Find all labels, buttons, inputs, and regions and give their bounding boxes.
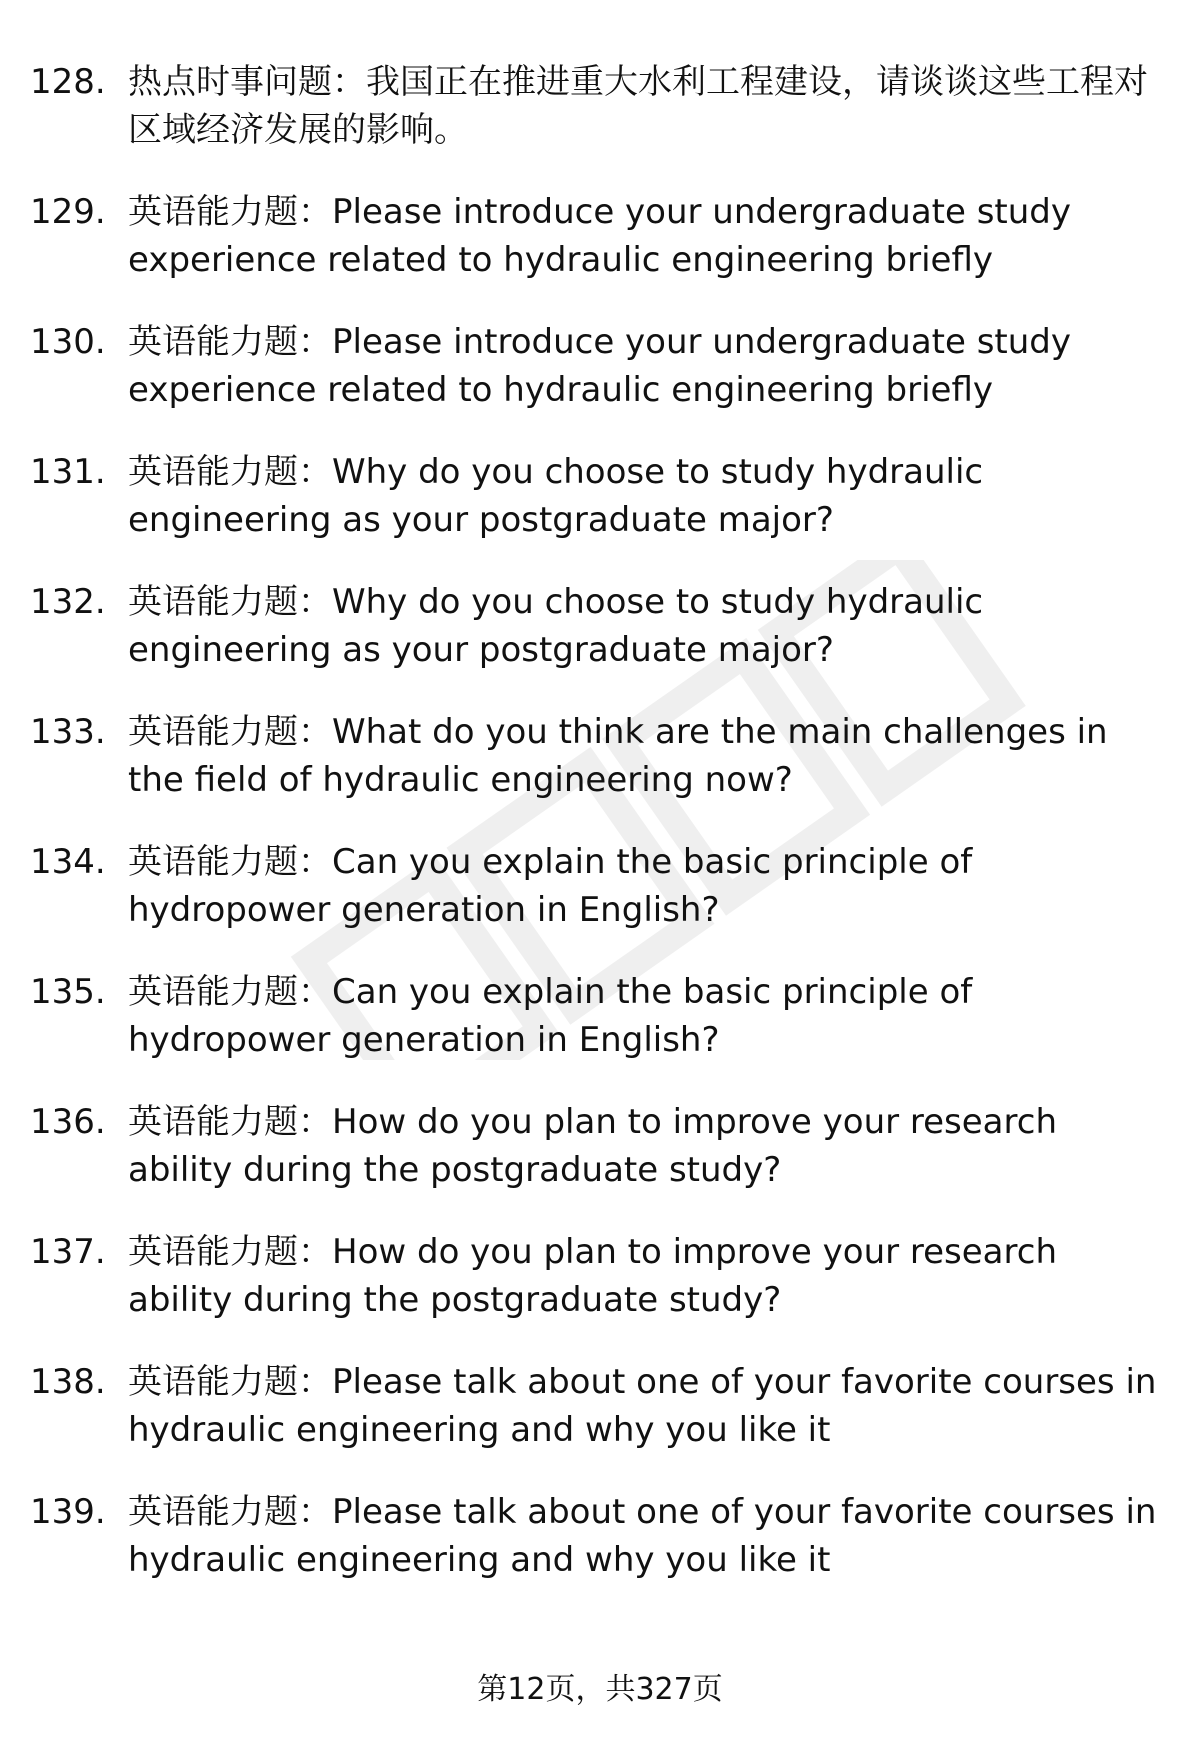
- question-item: [30, 968, 1170, 1064]
- question-item: [30, 1098, 1170, 1194]
- page-number-label: 第12页，共327页: [477, 1672, 723, 1707]
- question-text: 英语能力题：Can you explain the basic principle of hydropower generation in English?: [128, 972, 973, 1060]
- question-item: [30, 188, 1170, 284]
- question-number: 129.: [30, 192, 106, 232]
- question-number: 133.: [30, 712, 106, 752]
- page-footer: [0, 1670, 1200, 1710]
- question-item: [30, 58, 1170, 154]
- question-item: [30, 578, 1170, 674]
- question-item: [30, 1488, 1170, 1584]
- question-text: 英语能力题：Please introduce your undergraduate study experience related to hydraulic engineering briefly: [128, 192, 1072, 280]
- question-text: 英语能力题：How do you plan to improve your research ability during the postgraduate study?: [128, 1232, 1057, 1320]
- question-number: 128.: [30, 62, 106, 102]
- question-item: [30, 708, 1170, 804]
- question-text: 英语能力题：Please talk about one of your favorite courses in hydraulic engineering and why you like it: [128, 1362, 1157, 1450]
- question-item: [30, 318, 1170, 414]
- question-text: 英语能力题：What do you think are the main challenges in the field of hydraulic engineering now?: [128, 712, 1108, 800]
- question-text: 热点时事问题：我国正在推进重大水利工程建设，请谈谈这些工程对区域经济发展的影响。: [128, 62, 1148, 150]
- question-number: 136.: [30, 1102, 106, 1142]
- question-number: 132.: [30, 582, 106, 622]
- question-number: 130.: [30, 322, 106, 362]
- question-text: 英语能力题：How do you plan to improve your research ability during the postgraduate study?: [128, 1102, 1057, 1190]
- question-list: [30, 58, 1170, 1618]
- question-number: 135.: [30, 972, 106, 1012]
- question-item: [30, 1358, 1170, 1454]
- question-item: [30, 448, 1170, 544]
- question-item: [30, 1228, 1170, 1324]
- question-text: 英语能力题：Can you explain the basic principle of hydropower generation in English?: [128, 842, 973, 930]
- question-text: 英语能力题：Please introduce your undergraduate study experience related to hydraulic engineering briefly: [128, 322, 1072, 410]
- question-text: 英语能力题：Why do you choose to study hydraulic engineering as your postgraduate major?: [128, 452, 984, 540]
- question-number: 138.: [30, 1362, 106, 1402]
- question-number: 137.: [30, 1232, 106, 1272]
- question-number: 139.: [30, 1492, 106, 1532]
- question-text: 英语能力题：Please talk about one of your favorite courses in hydraulic engineering and why you like it: [128, 1492, 1157, 1580]
- question-number: 134.: [30, 842, 106, 882]
- question-number: 131.: [30, 452, 106, 492]
- question-item: [30, 838, 1170, 934]
- question-text: 英语能力题：Why do you choose to study hydraulic engineering as your postgraduate major?: [128, 582, 984, 670]
